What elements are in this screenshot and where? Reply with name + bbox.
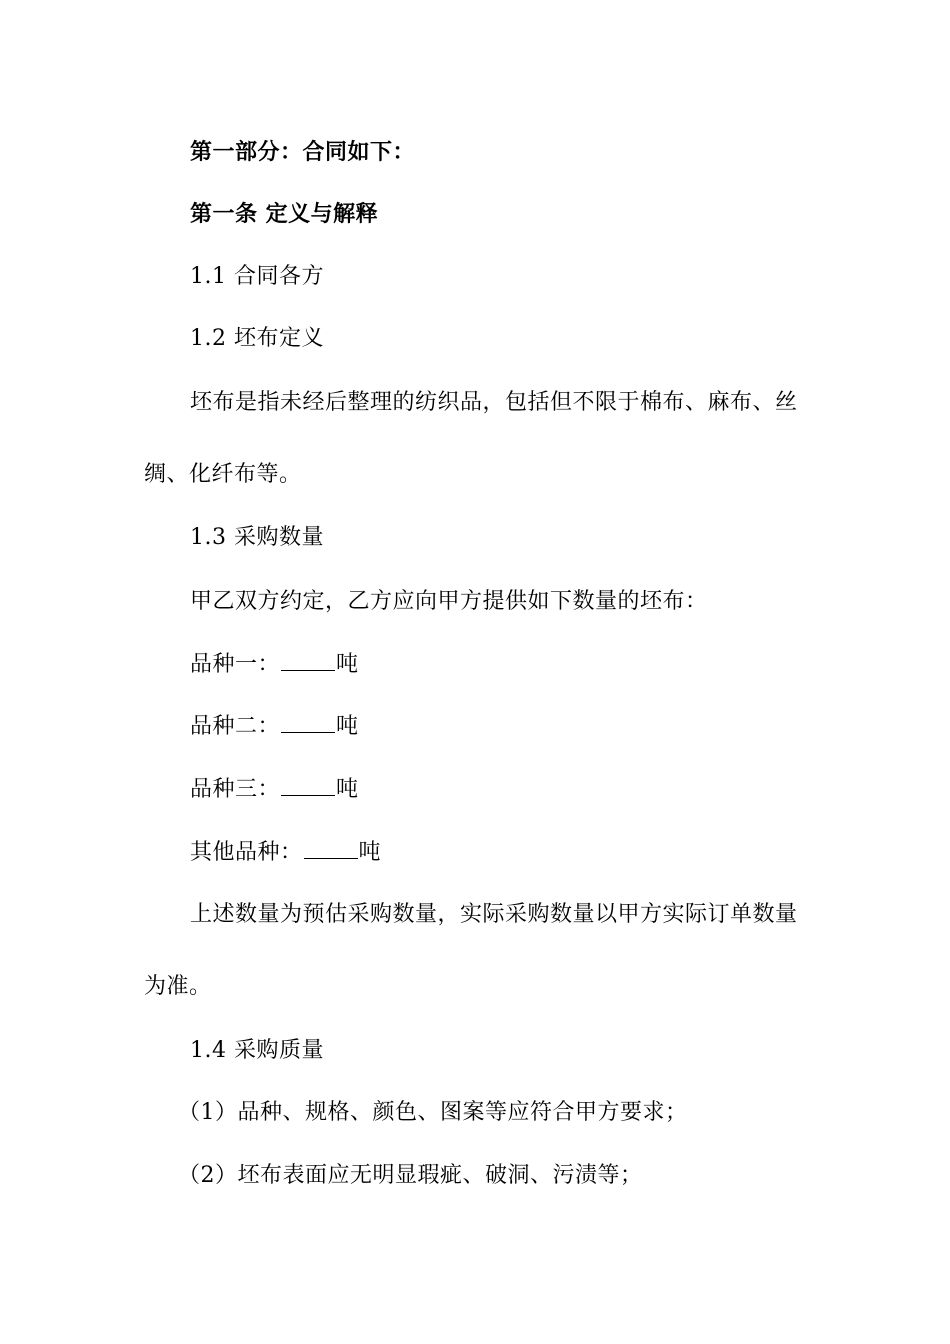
unit-label: 吨 [336, 777, 359, 802]
definition-line-1: 坯布是指未经后整理的纺织品，包括但不限于棉布、麻布、丝 [190, 390, 798, 415]
variety-label: 品种三： [190, 777, 281, 802]
part-heading: 第一部分：合同如下： [190, 140, 416, 165]
variety-row-other [190, 838, 381, 867]
quality-item-2: （2）坯布表面应无明显瑕疵、破洞、污渍等； [178, 1163, 643, 1188]
variety-label: 品种一： [190, 652, 281, 677]
unit-label: 吨 [336, 714, 359, 739]
variety-row-1 [190, 650, 359, 679]
article-heading: 第一条 定义与解释 [190, 202, 379, 227]
section-1-2: 1.2 坯布定义 [190, 326, 324, 351]
definition-line-2: 绸、化纤布等。 [144, 462, 302, 487]
blank-field [281, 775, 335, 796]
quantity-note-line-2: 为准。 [144, 974, 212, 999]
blank-field [304, 838, 358, 859]
quantity-note-line-1: 上述数量为预估采购数量，实际采购数量以甲方实际订单数量 [190, 902, 798, 927]
quantity-intro: 甲乙双方约定，乙方应向甲方提供如下数量的坯布： [190, 589, 708, 614]
section-1-3: 1.3 采购数量 [190, 525, 324, 550]
variety-label: 品种二： [190, 714, 281, 739]
variety-label: 其他品种： [190, 840, 303, 865]
unit-label: 吨 [336, 652, 359, 677]
blank-field [281, 712, 335, 733]
blank-field [281, 650, 335, 671]
section-1-1: 1.1 合同各方 [190, 264, 324, 289]
variety-row-2 [190, 712, 359, 741]
quality-item-1: （1）品种、规格、颜色、图案等应符合甲方要求； [178, 1100, 688, 1125]
variety-row-3 [190, 775, 359, 804]
unit-label: 吨 [358, 840, 382, 865]
section-1-4: 1.4 采购质量 [190, 1038, 324, 1063]
